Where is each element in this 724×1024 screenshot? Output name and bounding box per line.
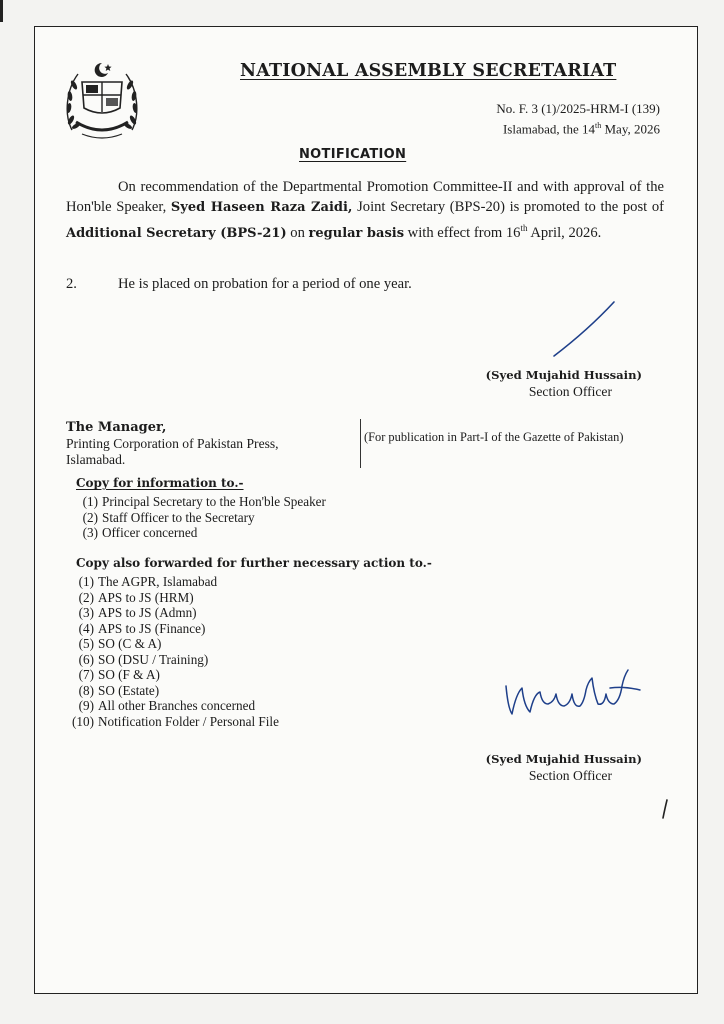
- copy-action-heading: Copy also forwarded for further necessary action to.-: [76, 556, 432, 570]
- copy-info-heading: Copy for information to.-: [76, 476, 244, 490]
- list-item-text: SO (Estate): [98, 682, 160, 698]
- notification-paragraph-2: 2. He is placed on probation for a period of one year.: [66, 276, 412, 292]
- list-item: [68, 667, 279, 683]
- copy-info-list: [72, 494, 326, 541]
- list-item: [68, 714, 279, 730]
- list-item-number: (3): [82, 525, 98, 540]
- addressee-line-2: Islamabad.: [66, 452, 126, 467]
- signatory-2-name: (Syed Mujahid Hussain): [485, 752, 642, 766]
- list-item-number: (1): [78, 574, 94, 589]
- list-item: [68, 652, 279, 668]
- reference-number: No. F. 3 (1)/2025-HRM-I (139): [496, 101, 660, 116]
- list-item: [68, 605, 279, 621]
- list-item: [72, 494, 326, 510]
- signatory-1-title: Section Officer: [528, 384, 612, 399]
- addressee-title: The Manager,: [66, 420, 167, 435]
- list-item-number: (1): [82, 494, 98, 509]
- list-item-number: (7): [78, 667, 94, 682]
- list-item-number: (9): [78, 698, 94, 713]
- addressee-block: [66, 420, 279, 468]
- list-item-number: (8): [78, 682, 94, 698]
- copy-action-list: [68, 574, 279, 729]
- list-item-text: APS to JS (Finance): [98, 620, 206, 636]
- list-item-text: APS to JS (HRM): [98, 589, 194, 605]
- notification-heading: NOTIFICATION: [299, 147, 407, 162]
- list-item-number: (2): [82, 509, 98, 525]
- list-item: [68, 621, 279, 637]
- scan-edge-mark: [0, 0, 3, 22]
- list-item-number: (2): [78, 589, 94, 605]
- organization-title: NATIONAL ASSEMBLY SECRETARIAT: [240, 61, 617, 81]
- initial-tick-mark: [660, 798, 670, 820]
- list-item-text: SO (DSU / Training): [98, 651, 209, 667]
- signature-mark: [500, 664, 642, 724]
- list-item: [72, 510, 326, 526]
- state-emblem-icon: [62, 60, 142, 144]
- list-item-text: The AGPR, Islamabad: [98, 574, 218, 589]
- list-item: [68, 590, 279, 606]
- list-item-number: (4): [78, 620, 94, 636]
- promotion-basis: regular basis: [308, 225, 405, 241]
- list-item: [68, 574, 279, 590]
- list-item-text: Principal Secretary to the Hon'ble Speaker: [102, 494, 326, 509]
- signatory-1-name: (Syed Mujahid Hussain): [485, 368, 642, 382]
- list-item: [68, 698, 279, 714]
- list-item-number: (5): [78, 636, 94, 651]
- list-item-text: Staff Officer to the Secretary: [102, 509, 255, 525]
- list-item-text: Officer concerned: [102, 525, 198, 540]
- list-item: [72, 525, 326, 541]
- list-item-text: SO (C & A): [98, 636, 162, 651]
- list-item-text: APS to JS (Admn): [98, 605, 197, 620]
- list-item-text: SO (F & A): [98, 667, 160, 682]
- promoted-post: Additional Secretary (BPS-21): [66, 225, 287, 241]
- gazette-publication-note: (For publication in Part-I of the Gazette of Pakistan): [364, 430, 624, 444]
- notification-paragraph-1: On recommendation of the Departmental Promotion Committee-II and with approval of the Hon'ble Speaker, Syed Haseen Raza Zaidi, Joint Secretary (BPS-20) is promoted to the post of Additional Secretary (BPS-21) on regular basis with effect from 16th April, 2026.: [66, 179, 664, 241]
- list-item-text: All other Branches concerned: [98, 698, 256, 713]
- list-item-text: Notification Folder / Personal File: [98, 713, 279, 729]
- addressee-line-1: Printing Corporation of Pakistan Press,: [66, 436, 279, 451]
- signatory-2-title: Section Officer: [528, 768, 612, 783]
- list-item: [68, 683, 279, 699]
- officer-name: Syed Haseen Raza Zaidi,: [170, 200, 353, 215]
- signature-slash-mark: [548, 300, 618, 358]
- reference-block: [496, 100, 660, 137]
- list-item: [68, 636, 279, 652]
- list-item-number: (10): [72, 713, 94, 729]
- issue-date: Islamabad, the 14th May, 2026: [502, 121, 660, 137]
- list-item-number: (6): [78, 651, 94, 667]
- divider: [360, 419, 361, 468]
- list-item-number: (3): [78, 605, 94, 620]
